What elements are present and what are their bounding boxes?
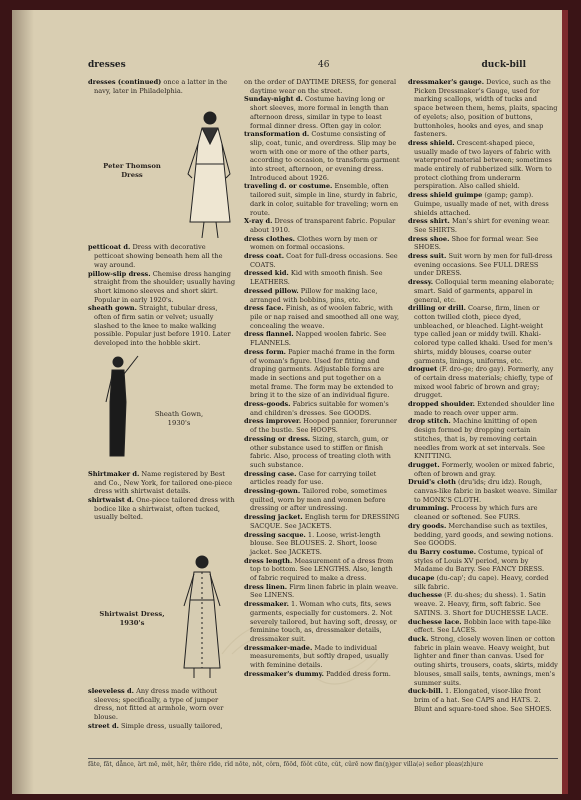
entry-definition: (du-cap'; du cape). Heavy, corded silk fabric. xyxy=(414,574,549,591)
dictionary-entry xyxy=(244,348,400,400)
dictionary-entry xyxy=(408,591,558,617)
entry-term: dress shield. xyxy=(408,138,455,147)
dictionary-entry xyxy=(244,95,400,130)
entry-definition: Tailored robe, sometimes quilted, worn by men and women before dressing or after undressing. xyxy=(250,487,387,513)
dictionary-entry xyxy=(408,574,558,591)
dictionary-page xyxy=(12,10,568,794)
dictionary-entry xyxy=(88,78,236,95)
entry-definition: Coarse, firm, linen or cotton twilled cloth, piece dyed, unbleached, or bleached. Light-weight type called jean or middy twill. Khaki-colored type called khaki. Used for men's shirts, middy blouses, coarse outer garments, linings, uniforms, etc. xyxy=(414,304,553,365)
dictionary-entry xyxy=(408,365,558,400)
entry-definition: Padded dress form. xyxy=(326,669,391,678)
entry-term: dry goods. xyxy=(408,521,447,530)
entry-term: droguet xyxy=(408,365,438,374)
entry-term: duchesse lace. xyxy=(408,617,462,626)
dictionary-entry xyxy=(244,182,400,217)
entry-definition: Suit worn by men for full-dress evening occasions. See FULL DRESS under DRESS. xyxy=(414,252,553,278)
column-3 xyxy=(408,78,558,713)
entry-definition: Process by which furs are cleaned or softened. See FURS. xyxy=(414,504,538,522)
dictionary-entry xyxy=(408,304,558,365)
entry-definition: Merchandise such as textiles, bedding, yard goods, and sewing notions. See GOODS. xyxy=(414,521,554,548)
entry-term: dressmaker. xyxy=(244,600,289,609)
entry-definition: 1. Elongated, visor-like front brim of a hat. See CAPS and HATS. 2. Blunt and square-toed shoe. See SHOES. xyxy=(414,687,552,713)
dictionary-entry xyxy=(408,417,558,461)
entry-definition: Strong, closely woven linen or cotton fabric in plain weave. Heavy weight, but lighter and finer than canvas. Used for outing shirts, trousers, coats, skirts, middy blouses, small sails, tents, awnings, men's summer suits. xyxy=(414,635,558,687)
dictionary-entry xyxy=(244,435,400,470)
entry-definition: (gamp; gamp). Guimpe, usually made of net, with dress shields attached. xyxy=(414,191,549,217)
entry-definition: Costume, typical of styles of Louis XV period, worn by Madame du Barry. See FANCY DRESS. xyxy=(414,547,545,574)
entry-term: petticoat d. xyxy=(88,243,131,252)
entry-term: sleeveless d. xyxy=(88,687,134,696)
dictionary-entry xyxy=(244,235,400,252)
dictionary-entry xyxy=(244,417,400,434)
entry-definition: Machine knitting of open design formed by dropping certain stitches, that is, by removing certain needles from work at set intervals. See KNITTING. xyxy=(414,417,545,461)
entry-definition: Clothes worn by men or women on formal occasions. xyxy=(250,234,378,252)
entry-term: dresses (continued) xyxy=(88,78,162,86)
entry-term: Sunday-night d. xyxy=(244,95,303,104)
entry-definition: Ensemble, often tailored suit, simple in line, sturdy in fabric, dark in color, suitable for traveling; worn en route. xyxy=(250,182,399,217)
entry-definition: Straight, tubular dress, often of firm satin or velvet; usually slashed to the knee to make walking possible. Popular just before 1910. Later developed into the hobble skirt. xyxy=(94,304,231,348)
dictionary-entry xyxy=(244,269,400,286)
dictionary-entry xyxy=(244,400,400,417)
entry-term: Shirtmaker d. xyxy=(88,469,140,478)
dictionary-entry xyxy=(408,252,558,278)
entry-definition: Papier maché frame in the form of woman's figure. Used for fitting and draping garments. Adjustable forms are made in sections and put together on a metal frame. The form may be extended to bring it to the size of an individual figure. xyxy=(250,347,395,400)
entry-term: street d. xyxy=(88,721,119,730)
dictionary-entry xyxy=(244,531,400,557)
entry-term: dressed kid. xyxy=(244,269,289,278)
entry-term: dress linen. xyxy=(244,582,288,591)
entry-definition: on the order of DAYTIME DRESS, for general daytime wear on the street. xyxy=(244,78,397,95)
entry-definition: Pillow for making lace, arranged with bobbins, pins, etc. xyxy=(250,286,378,304)
dictionary-entry xyxy=(88,496,236,522)
entry-definition: Case for carrying toilet articles ready for use. xyxy=(250,469,377,487)
entry-definition: Coat for full-dress occasions. See COATS. xyxy=(250,252,398,269)
entry-term: X-ray d. xyxy=(244,217,273,226)
entry-definition: Measurement of a dress from top to bottom. See LENGTHS. Also, length of fabric required to make a dress. xyxy=(250,556,394,583)
entry-term: dropped shoulder. xyxy=(408,400,475,409)
entry-term: ducape xyxy=(408,574,435,583)
entry-term: duck. xyxy=(408,635,429,643)
entry-term: duchesse xyxy=(408,591,443,600)
entry-term: dress improver. xyxy=(244,417,302,426)
entry-definition: Name registered by Best and Co., New York, for tailored one-piece dress with shirtwaist details. xyxy=(94,469,233,496)
dictionary-entry xyxy=(244,304,400,330)
dictionary-entry xyxy=(244,557,400,583)
spine-shadow xyxy=(12,10,34,794)
dictionary-entry xyxy=(88,270,236,305)
dictionary-entry xyxy=(408,278,558,304)
entry-definition: Costume having long or short sleeves, more formal in length than afternoon dress, similar in type to least formal dinner dress. Often gay in color. xyxy=(250,95,389,130)
entry-term: dress-goods. xyxy=(244,400,291,409)
entry-term: pillow-slip dress. xyxy=(88,269,151,278)
entry-definition: English term for DRESSING SACQUE. See JACKETS. xyxy=(250,513,400,530)
entry-definition: Device, such as the Picken Dressmaker's Gauge, used for marking scallops, width of tucks and space between them, hems, plaits, spacing of eyelets; also, position of buttons, buttonholes, hooks and eyes, and snap fasteners. xyxy=(414,78,558,139)
entry-definition: Firm linen fabric in plain weave. See LINENS. xyxy=(250,582,399,600)
dictionary-entry xyxy=(244,252,400,269)
header-left-guideword: dresses xyxy=(88,60,126,70)
entry-term: dressing case. xyxy=(244,469,297,478)
entry-term: du Barry costume. xyxy=(408,547,477,556)
entry-term: drilling or drill. xyxy=(408,304,466,313)
entry-term: dressy. xyxy=(408,278,434,287)
entry-term: dress coat. xyxy=(244,252,285,261)
pronunciation-key-footer: fāte, făt, dånce, ärt mē, mĕt, hēr, thêre rīde, rĭd nōte, nŏt, côrn, fōōd, fŏŏt cūte, cŭt, cûrē now fin(ŋ)ger villa(ə) señor pleas(zh)ure xyxy=(88,758,558,768)
entry-term: dressed pillow. xyxy=(244,286,299,295)
header-right-guideword: duck-bill xyxy=(481,60,526,70)
entry-definition: (dru'ids; dru idz). Rough, canvas-like fabric in basket weave. Similar to MONK'S CLOTH. xyxy=(414,478,558,504)
entry-definition: (F. dro-ge; dro gay). Formerly, any of certain dress materials; chiefly, type of mixed wool fabric of brown and gray; drugget. xyxy=(414,365,554,400)
dictionary-entry xyxy=(408,217,558,234)
entry-definition: Made to individual measurements, but softly draped, usually with feminine details. xyxy=(250,643,389,670)
entry-definition: Costume consisting of slip, coat, tunic, and overdress. Slip may be worn with one or more of the other parts, according to occasion, to transform garment into street, afternoon, or evening dress. Introduced about 1926. xyxy=(250,130,400,182)
entry-term: Druid's cloth xyxy=(408,478,456,487)
entry-definition: Any dress made without sleeves; specifically, a type of jumper dress, not fitted at armhole, worn over blouse. xyxy=(94,687,224,722)
dictionary-entry xyxy=(408,635,558,687)
entry-definition: once a latter in the navy, later in Philadelphia. xyxy=(94,78,228,95)
entry-term: dress flannel. xyxy=(244,330,294,339)
entry-term: dress shoe. xyxy=(408,234,450,243)
figure-caption-sheath-gown: Sheath Gown, 1930's xyxy=(154,410,204,427)
dictionary-entry xyxy=(408,400,558,417)
entry-term: traveling d. or costume. xyxy=(244,182,333,191)
entry-definition: Chemise dress hanging straight from the shoulder; usually having short kimono sleeves and short skirt. Popular in early 1920's. xyxy=(94,269,236,304)
entry-term: dress shirt. xyxy=(408,217,450,226)
entry-definition: Formerly, woolen or mixed fabric, often of brown and gray. xyxy=(414,460,555,478)
dictionary-entry xyxy=(408,478,558,504)
entry-definition: Kid with smooth finish. See LEATHERS. xyxy=(250,269,383,287)
figure-caption-shirtwaist-dress: Shirtwaist Dress, 1930's xyxy=(99,610,165,627)
sheath-gown-illustration xyxy=(96,352,146,462)
entry-definition: Dress of transparent fabric. Popular about 1910. xyxy=(250,217,396,234)
dictionary-entry xyxy=(408,139,558,191)
entry-term: drop stitch. xyxy=(408,417,451,426)
entry-definition: Crescent-shaped piece, usually made of two layers of fabric with waterproof material between; sometimes made entirely of rubberized silk. Worn to protect clothing from underarm perspiration. Also called shield. xyxy=(414,138,552,191)
entry-definition: (F. du-shes; du shess). 1. Satin weave. 2. Heavy, firm, soft fabric. See SATINS. 3. Short for DUCHESSE LACE. xyxy=(414,591,549,617)
entry-definition: Colloquial term meaning elaborate; smart. Said of garments, apparel in general, etc. xyxy=(414,278,555,304)
dictionary-entry xyxy=(244,583,400,600)
entry-term: dress clothes. xyxy=(244,234,295,243)
dictionary-entry xyxy=(244,670,400,679)
dictionary-entry xyxy=(408,461,558,478)
dictionary-entry xyxy=(244,130,400,182)
entry-definition: Fabrics suitable for women's and children's dresses. See GOODS. xyxy=(250,400,389,417)
entry-definition: Simple dress, usually tailored, xyxy=(120,721,223,730)
entry-definition: Extended shoulder line made to reach over upper arm. xyxy=(414,400,555,417)
entry-term: dress face. xyxy=(244,304,284,313)
entry-definition: Dress with decorative petticoat showing beneath hem all the way around. xyxy=(94,243,223,269)
entry-definition: Napped woolen fabric. See FLANNELS. xyxy=(250,330,387,348)
dictionary-entry xyxy=(88,304,236,348)
entry-term: dress form. xyxy=(244,347,286,356)
dictionary-entry xyxy=(408,78,558,139)
dictionary-entry xyxy=(408,618,558,635)
entry-definition: One-piece tailored dress with bodice like a shirtwaist, often tucked, usually belted. xyxy=(94,495,235,522)
entry-term: dressing sacque. xyxy=(244,530,306,539)
entry-term: dress length. xyxy=(244,556,293,565)
peter-thomson-dress-illustration xyxy=(172,104,242,244)
dictionary-entry xyxy=(88,243,236,269)
dictionary-entry xyxy=(244,217,400,234)
dictionary-entry xyxy=(408,687,558,713)
dictionary-entry xyxy=(244,644,400,670)
entry-definition: Finish, as of woolen fabric, with pile or nap raised and smoothed all one way, concealing the weave. xyxy=(250,304,400,330)
dictionary-entry xyxy=(88,722,236,731)
entry-term: dressing jacket. xyxy=(244,513,303,522)
dictionary-entry xyxy=(408,235,558,252)
entry-definition: 1. Loose, wrist-length blouse. See BLOUSES. 2. Short, loose jacket. See JACKETS. xyxy=(250,530,381,556)
column-2 xyxy=(244,78,400,679)
entry-term: transformation d. xyxy=(244,130,310,139)
entry-definition: Hooped pannier, forerunner of the bustle. See HOOPS. xyxy=(250,417,398,435)
entry-term: drugget. xyxy=(408,460,440,469)
entry-term: dressing-gown. xyxy=(244,487,301,496)
entry-term: dress shield guimpe xyxy=(408,191,483,200)
entry-definition: 1. Woman who cuts, fits, sews garments, especially for customers. 2. Not severely tailored, but having soft, dressy, or feminine touch, as, dressmaker details, dressmaker suit. xyxy=(250,600,397,643)
dictionary-entry xyxy=(408,191,558,217)
dictionary-entry xyxy=(244,487,400,513)
entry-term: dressmaker's gauge. xyxy=(408,78,484,86)
entry-term: dressmaker-made. xyxy=(244,643,313,652)
dictionary-entry xyxy=(244,330,400,347)
figure-caption-peter-thomson: Peter Thomson Dress xyxy=(103,162,161,179)
page-number: 46 xyxy=(318,60,330,70)
entry-definition: Sizing, starch, gum, or other substance used to stiffen or finish fabric. Also, process of treating cloth with such substance. xyxy=(250,434,391,469)
dictionary-entry xyxy=(408,548,558,574)
entry-term: dressmaker's dummy. xyxy=(244,669,324,678)
entry-term: drumming. xyxy=(408,504,450,513)
entry-term: sheath gown. xyxy=(88,304,137,313)
entry-term: dress suit. xyxy=(408,252,447,261)
dictionary-entry xyxy=(408,504,558,521)
entry-definition: Shoe for formal wear. See SHOES. xyxy=(414,234,539,252)
dictionary-entry xyxy=(244,78,400,95)
entry-definition: Man's shirt for evening wear. See SHIRTS. xyxy=(414,217,550,234)
dictionary-entry xyxy=(244,600,400,644)
dictionary-entry xyxy=(244,287,400,304)
dictionary-entry xyxy=(88,470,236,496)
dictionary-entry xyxy=(244,470,400,487)
dictionary-entry xyxy=(408,522,558,548)
dictionary-entry xyxy=(244,513,400,530)
entry-term: shirtwaist d. xyxy=(88,495,134,504)
entry-term: dressing or dress. xyxy=(244,434,311,443)
entry-definition: Bobbin lace with tape-like effect. See LACES. xyxy=(414,617,551,635)
entry-term: duck-bill. xyxy=(408,687,443,696)
